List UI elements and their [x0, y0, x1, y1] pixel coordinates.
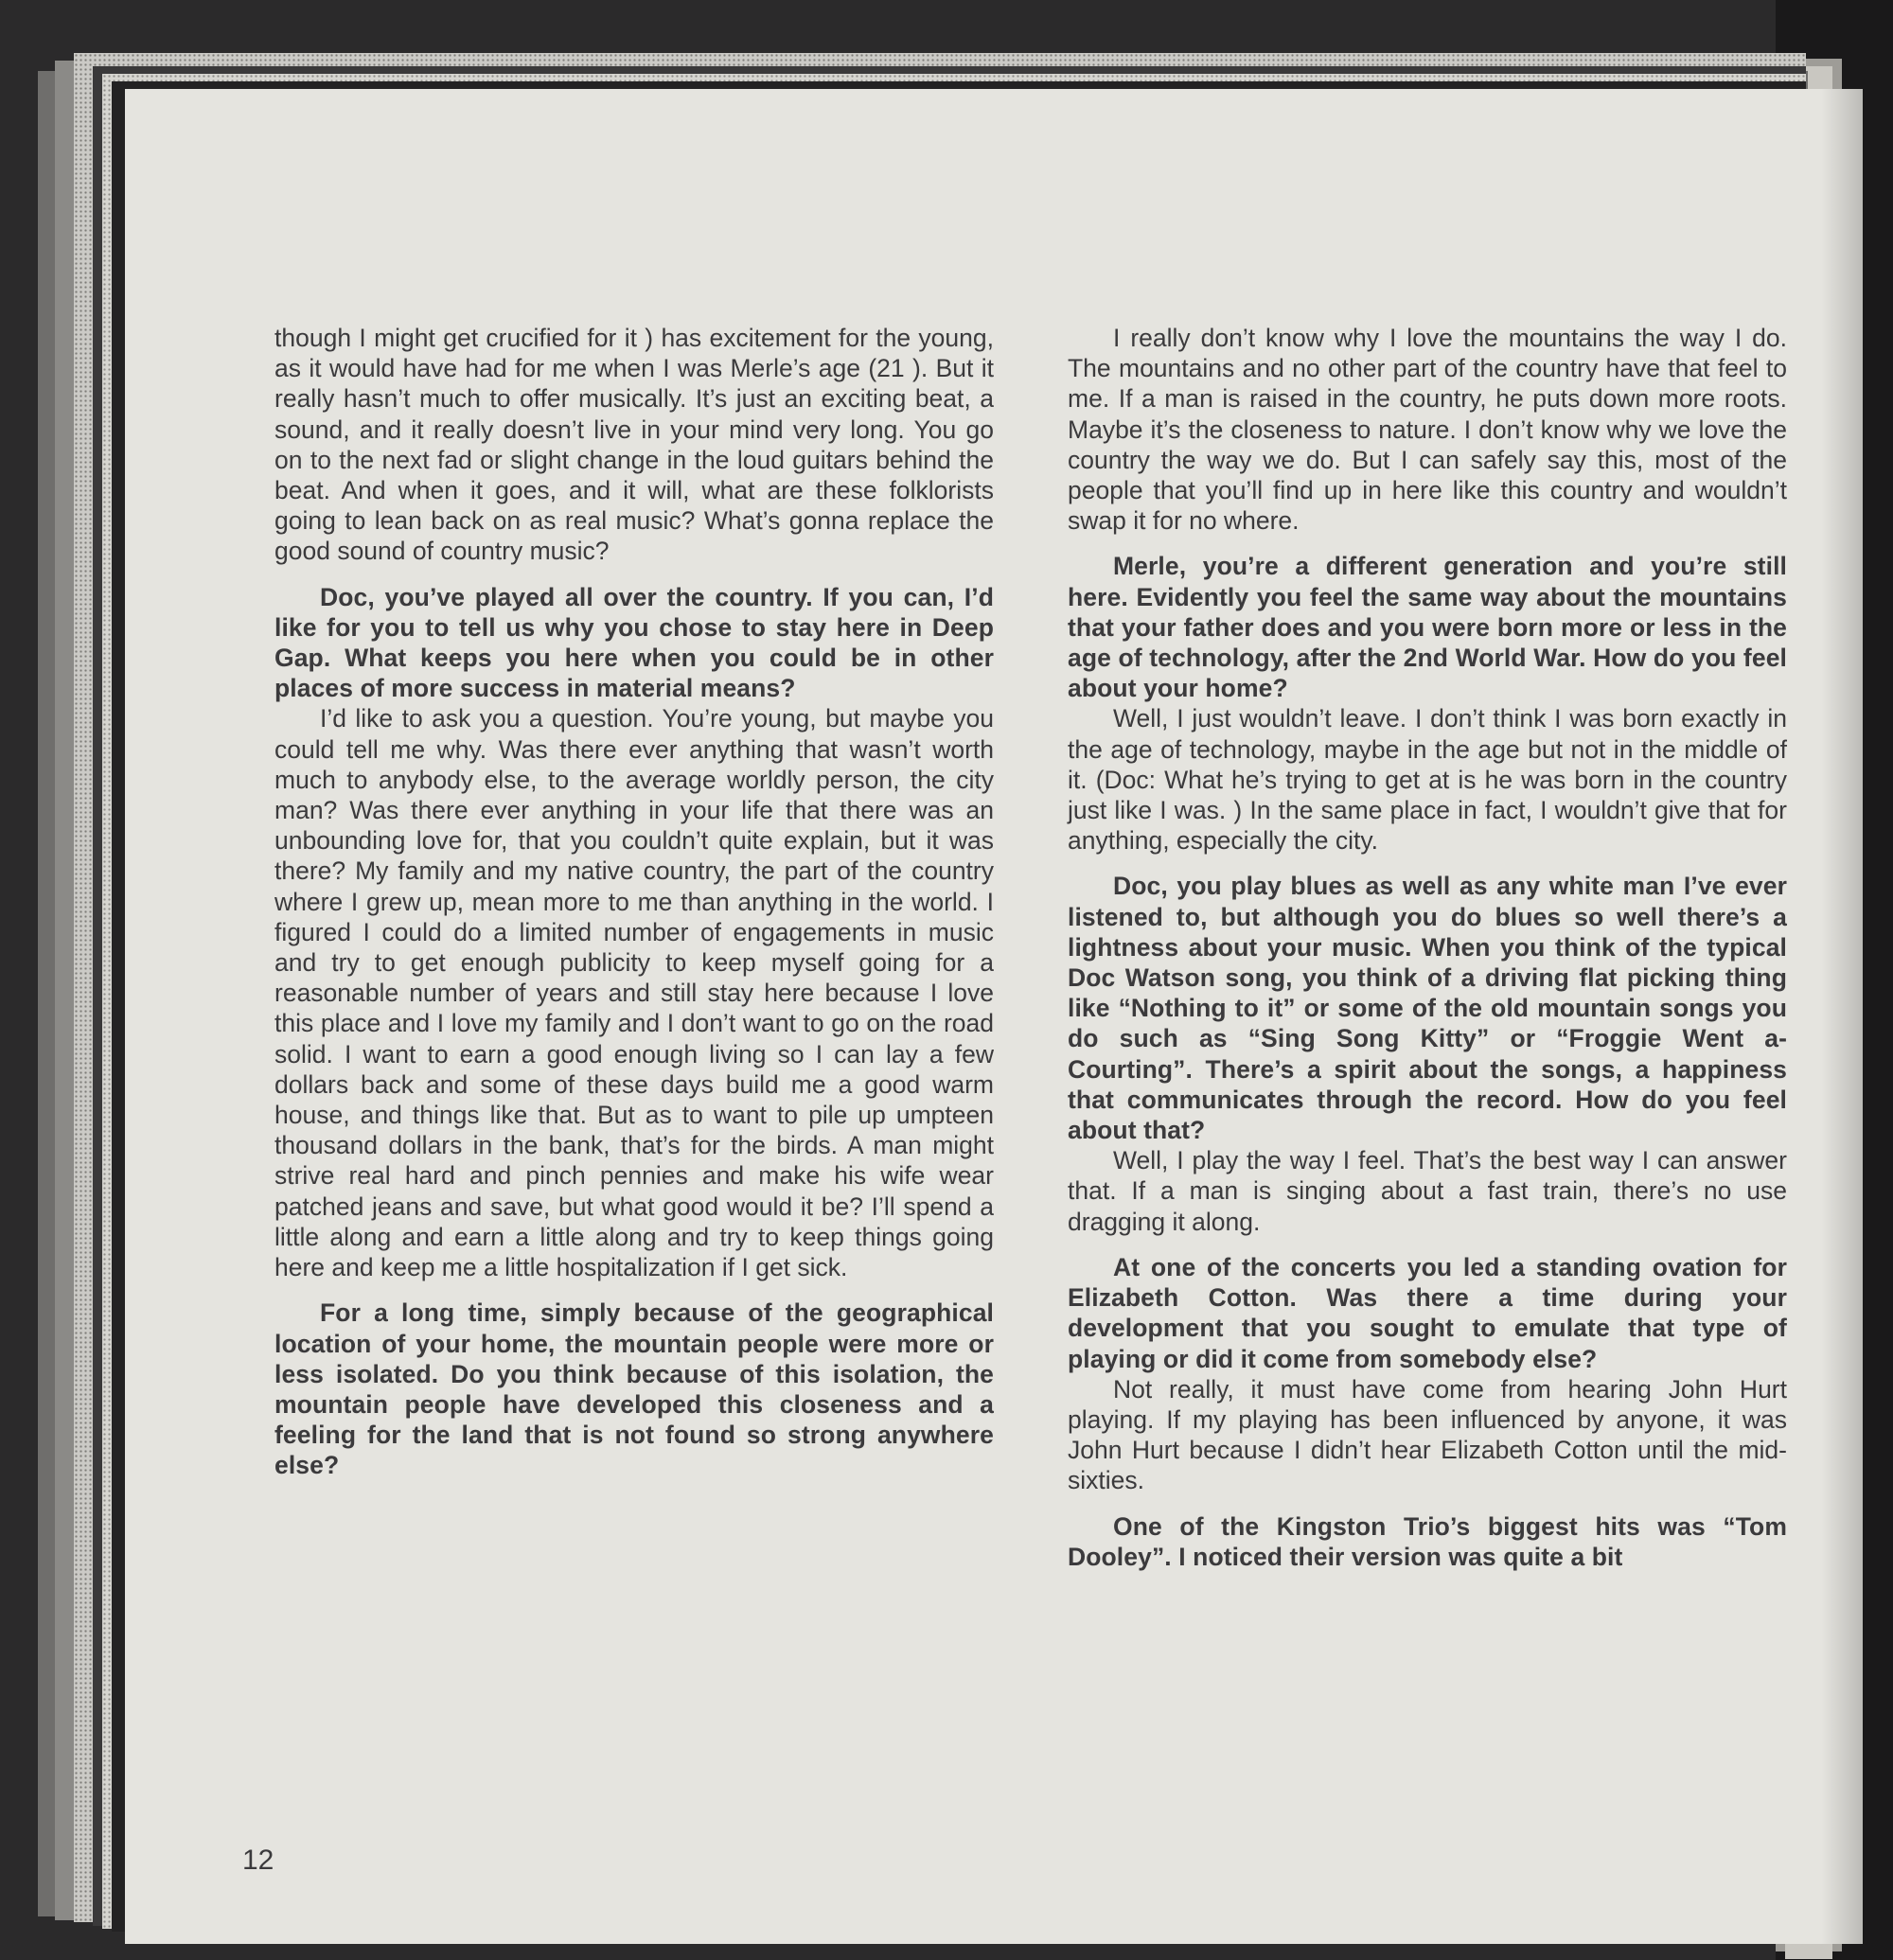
answer-paragraph: Not really, it must have come from hearing John Hurt playing. If my playing has been influenced by anyone, it was John Hurt because I didn’t hear Elizabeth Cotton until the mid-sixties. [1068, 1374, 1787, 1495]
question-paragraph: One of the Kingston Trio’s biggest hits was “Tom Dooley”. I noticed their version was quite a bit [1068, 1511, 1787, 1571]
answer-paragraph: I’d like to ask you a question. You’re young, but maybe you could tell me why. Was there ever anything that wasn’t worth much to anybody else, to the average worldly person, the city man? Was there ever anything in your life that there was an unbounding love for, that you couldn’t quite explain, but it was there? My family and my native country, the part of the country where I grew up, mean more to me than anything in the world. I figured I could do a limited number of engagements in music and try to get enough publicity to keep myself going for a reasonable number of years and still stay here because I love this place and I love my family and I don’t want to go on the road solid. I want to earn a good enough living so I can lay a few dollars back and some of these days build me a good warm house, and things like that. But as to want to pile up umpteen thousand dollars in the bank, that’s for the birds. A man might strive real hard and pinch pennies and make his wife wear patched jeans and save, but what good would it be? I’ll spend a little along and earn a little along and try to keep things going here and keep me a little hospitalization if I get sick. [274, 704, 994, 1282]
left-column [274, 323, 994, 1481]
answer-paragraph: though I might get crucified for it ) has excitement for the young, as it would have had for me when I was Merle’s age (21 ). But it really hasn’t much to offer musically. It’s just an exciting beat, a sound, and it really doesn’t live in your mind very long. You go on to the next fad or slight change in the loud guitars behind the beat. And when it goes, and it will, what are these folklorists going to lean back on as real music? What’s gonna replace the good sound of country music? [274, 324, 994, 566]
question-paragraph: Doc, you’ve played all over the country. If you can, I’d like for you to tell us why you chose to stay here in Deep Gap. What keeps you here when you could be in other places of more success in material means? [274, 582, 994, 703]
right-column [1068, 323, 1787, 1572]
question-paragraph: Doc, you play blues as well as any white man I’ve ever listened to, but although you do blues so well there’s a lightness about your music. When you think of the typical Doc Watson song, you think of a driving flat picking thing like “Nothing to it” or some of the old mountain songs you do such as “Sing Song Kitty” or “Froggie Went a-Courting”. There’s a spirit about the songs, a happiness that communicates through the record. How do you feel about that? [1068, 872, 1787, 1145]
page-number: 12 [242, 1845, 274, 1876]
answer-paragraph: Well, I play the way I feel. That’s the best way I can answer that. If a man is singing about a fast train, there’s no use dragging it along. [1068, 1146, 1787, 1236]
question-paragraph: Merle, you’re a different generation and you’re still here. Evidently you feel the same way about the mountains that your father does and you were born more or less in the age of technology, after the 2nd World War. How do you feel about your home? [1068, 552, 1787, 703]
answer-paragraph: I really don’t know why I love the mountains the way I do. The mountains and no other part of the country have that feel to me. If a man is raised in the country, he puts down more roots. Maybe it’s the closeness to nature. I don’t know why we love the country the way we do. But I can safely say this, most of the people that you’ll find up in here like this country and wouldn’t swap it for no where. [1068, 324, 1787, 536]
answer-paragraph: Well, I just wouldn’t leave. I don’t think I was born exactly in the age of technology, maybe in the age but not in the middle of it. (Doc: What he’s trying to get at is he was born in the country just like I was. ) In the same place in fact, I wouldn’t give that for anything, especially the city. [1068, 704, 1787, 856]
page-fold-shadow [1821, 89, 1863, 1944]
question-paragraph: For a long time, simply because of the geographical location of your home, the mountain people were more or less isolated. Do you think because of this isolation, the mountain people have developed this closeness and a feeling for the land that is not found so strong anywhere else? [274, 1298, 994, 1480]
booklet-page [125, 89, 1863, 1944]
question-paragraph: At one of the concerts you led a standing ovation for Elizabeth Cotton. Was there a time during your development that you sought to emulate that type of playing or did it come from somebody else? [1068, 1252, 1787, 1373]
